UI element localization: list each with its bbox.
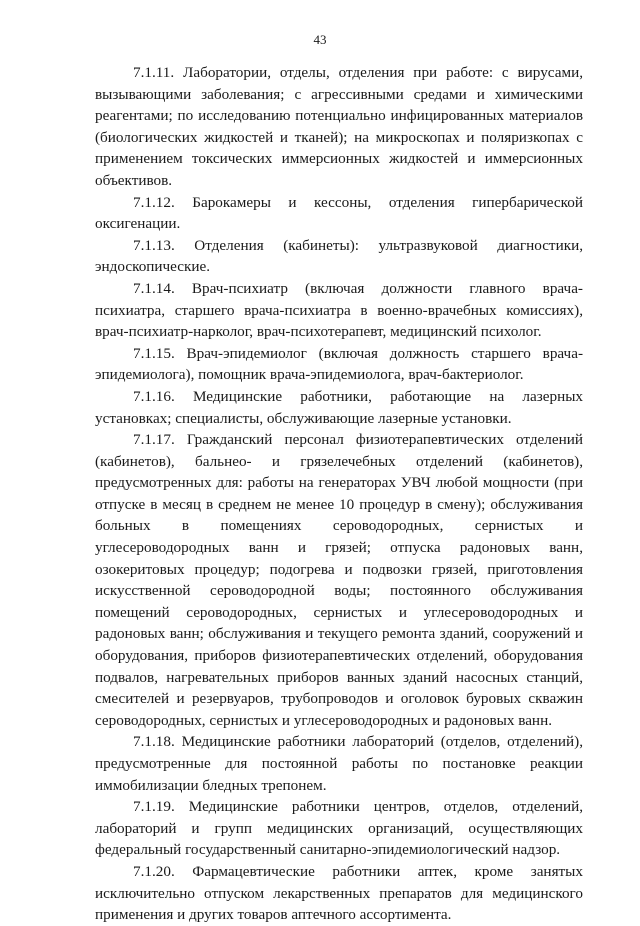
paragraph-7-1-19: 7.1.19. Медицинские работники центров, отделов, отделений, лабораторий и групп медицинских организаций, осуществляющих федеральный государственный санитарно-эпидемиологический надзор. xyxy=(95,798,583,859)
document-body xyxy=(95,62,583,926)
paragraph-7-1-15: 7.1.15. Врач-эпидемиолог (включая должность старшего врача-эпидемиолога), помощник врача-эпидемиолога, врач-бактериолог. xyxy=(95,344,583,384)
paragraph-7-1-11: 7.1.11. Лаборатории, отделы, отделения при работе: с вирусами, вызывающими заболевания; с агрессивными средами и химическими реагентами; по исследованию потенциально инфицированных материалов (биологических жидкостей и тканей); на микроскопах и поляризкопах с применением токсических иммерсионных жидкостей и иммерсионных объективов. xyxy=(95,64,583,189)
paragraph-7-1-14: 7.1.14. Врач-психиатр (включая должности главного врача-психиатра, старшего врача-психиатра в военно-врачебных комиссиях), врач-психиатр-нарколог, врач-психотерапевт, медицинский психолог. xyxy=(95,279,583,341)
paragraph-7-1-13: 7.1.13. Отделения (кабинеты): ультразвуковой диагностики, эндоскопические. xyxy=(95,236,583,276)
paragraph-7-1-20: 7.1.20. Фармацевтические работники аптек, кроме занятых исключительно отпуском лекарственных препаратов для медицинского применения и других товаров аптечного ассортимента. xyxy=(95,862,583,924)
paragraph-7-1-12: 7.1.12. Барокамеры и кессоны, отделения гипербарической оксигенации. xyxy=(95,193,583,233)
paragraph-7-1-16: 7.1.16. Медицинские работники, работающие на лазерных установках; специалисты, обслуживающие лазерные установки. xyxy=(95,387,583,427)
page-number: 43 xyxy=(313,32,327,47)
paragraph-7-1-18: 7.1.18. Медицинские работники лабораторий (отделов, отделений), предусмотренные для постоянной работы по постановке реакции иммобилизации бледных трепонем. xyxy=(95,733,583,794)
paragraph-7-1-17: 7.1.17. Гражданский персонал физиотерапевтических отделений (кабинетов), бальнео- и грязелечебных отделений (кабинетов), предусмотренных для: работы на генераторах УВЧ любой мощности (при отпуске в месяц в среднем не менее 10 процедур в смену); обслуживания больных в помещениях сероводородных, сернистых и углесероводородных ванн и грязей; отпуска радоновых ванн, озокеритовых процедур; подогрева и подвозки грязей, приготовления искусственной сероводородной воды; постоянного обслуживания помещений сероводородных, сернистых и углесероводородных и радоновых ванн; обслуживания и текущего ремонта зданий, сооружений и оборудования, приборов физиотерапевтических отделений, оборудования подвалов, нагревательных приборов ванных зданий насосных станций, смесителей и резервуаров, трубопроводов и оголовок буровых скважин сероводородных, сернистых и углесероводородных и радоновых ванн. xyxy=(95,431,583,729)
